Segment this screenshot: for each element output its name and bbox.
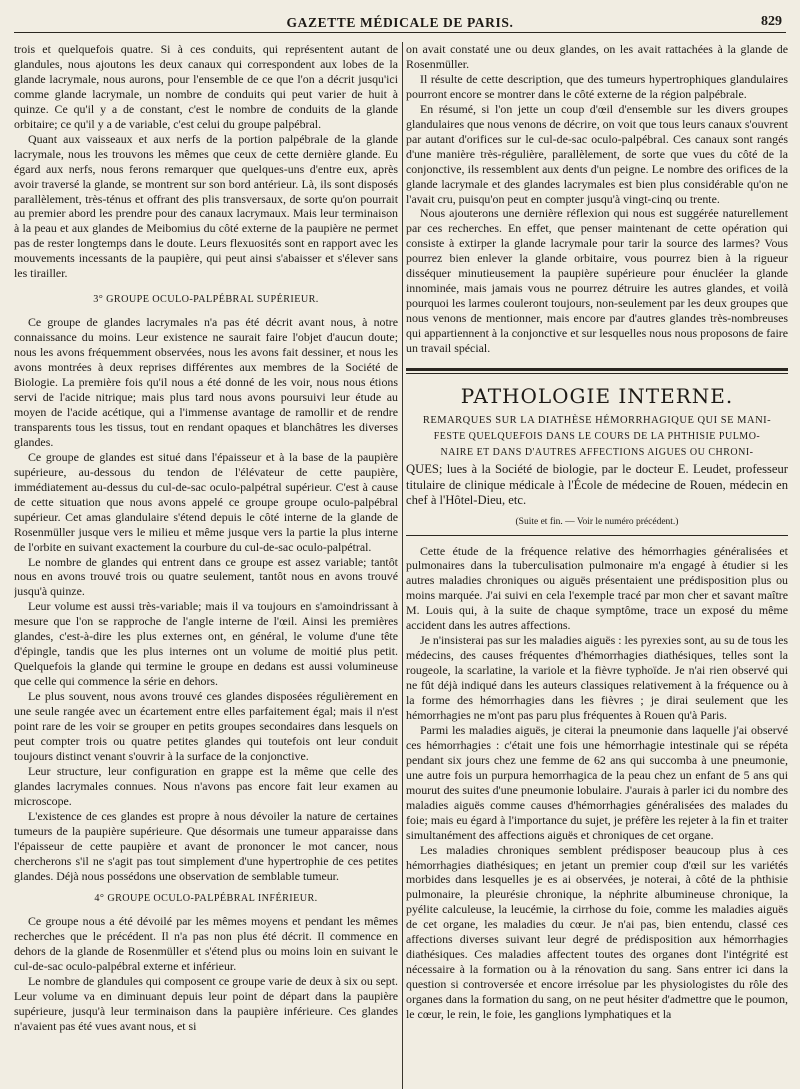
paragraph: Les maladies chroniques semblent prédisposer beaucoup plus à ces hémorrhagies diathésiques; en jetant un premier coup d'œil sur les variétés morbides dans lesquelles je es ai observées, je noterai, à côté de la phthisie pulmonaire, la pleurésie chronique, la néphrite albumineuse chronique, la pyélite calculeuse, la leucémie, la cirrhose du foie, comme les maladies aiguës de cet organe, les maladies du cœur. Je n'ai pas, bien entendu, classé ces affections diverses suivant leur degré de prédisposition aux hémorrhagies diathésiques. Ces maladies affectent toutes des organes dont l'intégrité est nécessaire à la formation ou à la rénovation du sang. Sans entrer ici dans la question si controversée et encore irrésolue par les physiologistes du rôle des organes dans la formation du sang, on ne peut hésiter d'admettre que le poumon, le cœur, le rein, le foie, les ganglions lymphatiques et la — [406, 842, 788, 1022]
paragraph: Quant aux vaisseaux et aux nerfs de la portion palpébrale de la glande lacrymale, nous les trouvons les mêmes que ceux de cette dernière glande. Eu égard aux nerfs, nous ferons remarquer que quelques-uns d'entre eux, après avoir traversé la glande, se montrent sur son bord antérieur. Là, ils sont disposés parallèlement, très-ténus et offrant des plis transversaux, de sorte qu'on pourrait au premier abord les prendre pour des canaux lacrymaux. Mais leur terminaison à la peau et aux glandes de Meibomius du côté externe de la paupière ne permet pas de rester longtemps dans le doute. Leurs flexuosités sont en rapport avec les mouvements incessants de la paupière, qui peut ainsi s'abaisser et s'élever sans les tirailler. — [14, 131, 398, 281]
paragraph: on avait constaté une ou deux glandes, on les avait rattachées à la glande de Rosenmüller. — [406, 42, 788, 71]
paragraph: L'existence de ces glandes est propre à nous dévoiler la nature de certaines tumeurs de la paupière supérieure. Que désormais une tumeur apparaisse dans l'épaisseur de cette paupière et avant de prononcer le mot cancer, nous chercherons s'il ne s'agit pas tout simplement d'une hypertrophie de ces petites glandes. Déjà nous possédons une observation de semblable tumeur. — [14, 808, 398, 883]
article-title-line: REMARQUES SUR LA DIATHÈSE HÉMORRHAGIQUE QUI SE MANI- — [422, 415, 772, 427]
column-divider — [402, 42, 403, 1089]
page-header — [14, 6, 786, 33]
paragraph: Cette étude de la fréquence relative des hémorrhagies généralisées et pulmonaires dans la tuberculisation pulmonaire m'a engagé à étudier si les autres maladies chroniques ou aiguës présentaient une prédisposition plus ou moins marquée. J'ai suivi en cela l'exemple tracé par mon cher et savant maître M. Louis qui, à la suite de chaque symptôme, trace un exposé du même accident dans les autres affections. — [406, 543, 788, 633]
paragraph: Leur structure, leur configuration en grappe est la même que celle des glandes lacrymales connues. Nous n'avons pas encore fait leur examen au microscope. — [14, 763, 398, 808]
divider — [406, 535, 788, 536]
journal-title: GAZETTE MÉDICALE DE PARIS. — [286, 15, 514, 30]
article-title-line: FESTE QUELQUEFOIS DANS LE COURS DE LA PHTHISIE PULMO- — [433, 431, 761, 443]
article-byline: QUES; lues à la Société de biologie, par le docteur E. Leudet, professeur titulaire de clinique médicale à l'École de médecine de Rouen, médecin en chef à l'Hôtel-Dieu, etc. — [406, 462, 788, 508]
section-title: PATHOLOGIE INTERNE. — [460, 384, 734, 409]
section-heading: 4° GROUPE OCULO-PALPÉBRAL INFÉRIEUR. — [94, 893, 318, 905]
paragraph: Ce groupe nous a été dévoilé par les mêmes moyens et pendant les mêmes recherches que le précédent. Il n'a pas non plus été décrit. Il commence en dehors de la glande de Rosenmüller et s'étend plus ou moins loin en suivant le cul-de-sac oculo-palpébral externe et inférieur. — [14, 914, 398, 974]
paragraph: Nous ajouterons une dernière réflexion qui nous est suggérée naturellement par ces recherches. En effet, que penser maintenant de cette opération qui consiste à extirper la glande lacrymale pour tarir la source des larmes? Vous pourrez bien enlever la glande orbitaire, vous pourrez bien à la rigueur disséquer minutieusement la paupière supérieure pour énucléer la glande innominée, mais jamais vous ne pourrez détruire les autres glandes, et voilà pourquoi les larmes couleront toujours, non-seulement par les deux groupes que nous venons de mentionner, mais encore par d'autres glandes très-nombreuses qui appartiennent à la conjonctive et sur lesquelles nous nous proposons de faire un travail spécial. — [406, 206, 788, 356]
right-column — [406, 42, 788, 1089]
paragraph: Ce groupe de glandes lacrymales n'a pas été décrit avant nous, à notre connaissance du moins. Leur existence ne saurait faire l'objet d'aucun doute; nous les avons fréquemment observées, nous les avons fait dessiner, et nous les avons montrées à deux reprises différentes aux membres de la Société de Biologie. La première fois qu'il nous a été donné de les voir, nous nous étions servi de l'acide nitrique; mais plus tard nous avons poursuivi leur étude au moyen de l'acide acétique, qui a l'immense avantage de ramollir et de rendre transparents tous les tissus, tout en rendant opaques et blanchâtres les diverses glandes. — [14, 315, 398, 449]
paragraph: trois et quelquefois quatre. Si à ces conduits, qui représentent autant de glandules, nous ajoutons les deux canaux qui correspondent aux lobes de la glande lacrymale, nous aurons, pour l'ensemble de ce que l'on a décrit jusqu'ici comme glande lacrymale, un nombre de conduits qui peut varier de huit à quinze. Ce qu'il y a de constant, c'est le nombre de conduits de la glande orbitaire; ce qu'il y a de variable, c'est celui du groupe palpébral. — [14, 42, 398, 131]
paragraph: Leur volume est aussi très-variable; mais il va toujours en s'amoindrissant à mesure que l'on se rapproche de l'angle interne de l'œil. Ainsi les premières glandes, c'est-à-dire les plus externes ont, en général, le volume d'une tête d'épingle, tandis que les plus internes ont un volume de moitié plus petit. Quelquefois la glande qui termine le groupe en dedans est aussi volumineuse que celle qui commence la série en dehors. — [14, 599, 398, 689]
left-column — [14, 42, 398, 1089]
paragraph: En résumé, si l'on jette un coup d'œil d'ensemble sur les divers groupes glandulaires que nous venons de décrire, on voit que tous leurs canaux s'ouvrent par autant d'orifices sur le cul-de-sac oculo-palpébral. Ces canaux sont rangés d'une manière très-régulière, parallèlement, de sorte que vues du côté de la conjonctive, ils ressemblent aux dents d'un peigne. Le nombre des orifices de la glande lacrymale et des glandes lacrymales est bien plus considérable qu'on ne l'avait cru, puisqu'on peut en compter jusqu'à vingt-cinq ou trente. — [406, 101, 788, 206]
paragraph: Le nombre de glandes qui entrent dans ce groupe est assez variable; tantôt nous en avons trouvé trois ou quatre seulement, tantôt nous en avons trouvé jusqu'à quinze. — [14, 554, 398, 599]
article-title-line: NAIRE ET DANS D'AUTRES AFFECTIONS AIGUES OU CHRONI- — [440, 447, 754, 459]
paragraph: Ce groupe de glandes est situé dans l'épaisseur et à la base de la paupière supérieure, au-dessous du tendon de l'élévateur de cette paupière, immédiatement au-dessus du cul-de-sac oculo-palpétral supérieur. C'est à cause de cette situation que nous avons appelé ce groupe groupe oculo-palpébral supérieur. Cet amas glandulaire s'étend depuis le côté interne de la glande de Rosenmüller jusque vers le milieu et même jusque vers la partie la plus interne de l'orbite en suivant exactement la courbure du cul-de-sac oculo-palpétral. — [14, 449, 398, 554]
two-column-body — [14, 42, 786, 1089]
paragraph: Je n'insisterai pas sur les maladies aiguës : les pyrexies sont, au su de tous les médecins, des causes fréquentes d'hémorrhagies diathésiques, telles sont la rougeole, la scarlatine, la variole et la fièvre typhoïde. Je n'ai rien observé qui ne fût déjà indiqué dans les auteurs classiques relativement à la fréquence ou à la forme des hémorrhagies dans les fièvres ; je dirai seulement que les hémorrhagies ne m'ont pas paru plus fréquentes à Rouen qu'à Paris. — [406, 633, 788, 722]
paragraph: Le plus souvent, nous avons trouvé ces glandes disposées régulièrement en une seule rangée avec un écartement entre elles parfaitement égal; mais il n'est point rare de les voir se grouper en petits groupes secondaires dans lesquels on peut compter trois ou quatre petites glandes qui toutefois ont leur conduit toujours distinct venant s'ouvrir à la surface de la conjonctive. — [14, 689, 398, 763]
paragraph: Le nombre de glandules qui composent ce groupe varie de deux à six ou sept. Leur volume va en diminuant depuis leur point de départ dans la paupière supérieure, jusqu'à leur terminaison dans la paupière inférieure. Ces glandes n'avaient pas été vues avant nous, et si — [14, 974, 398, 1034]
paragraph: Parmi les maladies aiguës, je citerai la pneumonie dans laquelle j'ai observé ces hémorrhagies : c'était une fois une hémorrhagie intestinale qui se répéta pendant six jours chez une femme de 62 ans qui succomba à une pneumonie, une autre fois un purpura hemorrhagica de la peau chez un enfant de 5 ans qui mourut des suites d'une pneumonie lobulaire. J'aurais à parler ici du nombre des maladies aiguës comme causes d'hémorrhagies généralisées des malades du foie; mais eu égard à l'importance du sujet, je préfère les rejeter à la fin et traiter simultanément des affections aiguës et chroniques de cet organe. — [406, 722, 788, 842]
page-number: 829 — [761, 14, 782, 29]
section-divider — [406, 368, 788, 374]
continuation-note: (Suite et fin. — Voir le numéro précédent.) — [515, 516, 679, 527]
section-heading: 3° GROUPE OCULO-PALPÉBRAL SUPÉRIEUR. — [93, 294, 319, 306]
paragraph: Il résulte de cette description, que des tumeurs hypertrophiques glandulaires pourront encore se montrer dans le côté externe de la région palpébrale. — [406, 71, 788, 101]
